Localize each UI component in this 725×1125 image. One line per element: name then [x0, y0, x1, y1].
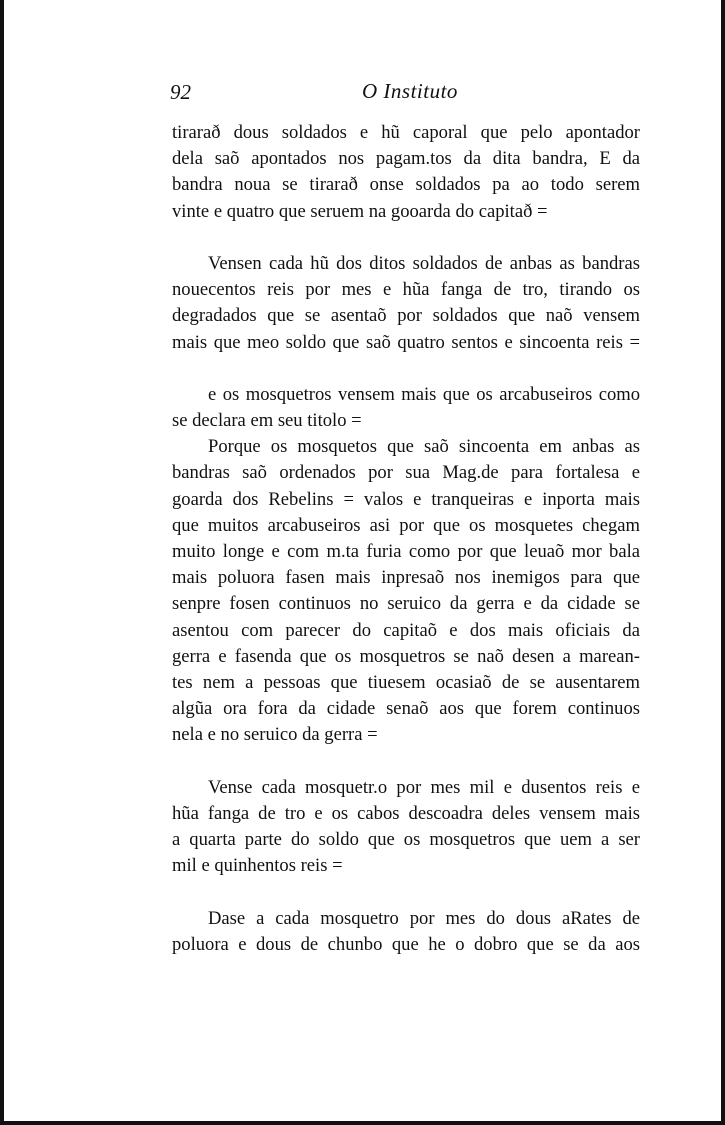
text-line: bandra noua se tirarað onse soldados pa ao todo serem — [172, 174, 640, 196]
paragraph-gap — [172, 225, 640, 251]
text-line: tes nem a pessoas que tiuesem ocasiaõ de se ausentarem — [172, 671, 640, 693]
text-line: poluora e dous de chunbo que he o dobro que se da aos — [172, 933, 640, 955]
text-line: algũa ora fora da cidade senaõ aos que forem continuos — [172, 698, 640, 720]
page-number: 92 — [170, 80, 191, 104]
text-line: Dase a cada mosquetro por mes do dous aRates de — [208, 907, 640, 929]
text-line: mil e quinhentos reis = — [172, 855, 343, 877]
text-line: nela e no seruico da gerra = — [172, 724, 378, 746]
text-line: Vensen cada hũ dos ditos soldados de anbas as bandras — [208, 252, 640, 274]
text-line: hũa fanga de tro e os cabos descoadra deles vensem mais — [172, 802, 640, 824]
text-line: gerra e fasenda que os mosquetros se naõ desen a marean- — [172, 645, 640, 667]
text-line: tirarað dous soldados e hũ caporal que pelo apontador — [172, 122, 640, 143]
paragraph-gap — [172, 749, 640, 775]
text-line: a quarta parte do soldo que os mosquetros que uem a ser — [172, 829, 640, 851]
running-title: O Instituto — [362, 79, 458, 103]
text-line: e os mosquetros vensem mais que os arcabuseiros como — [208, 383, 640, 405]
text-line: senpre fosen continuos no seruico da gerra e da cidade se — [172, 593, 640, 615]
text-line: degradados que se asentaõ por soldados que naõ vensem — [172, 305, 640, 327]
body-text — [172, 120, 640, 958]
text-line: se declara em seu titolo = — [172, 410, 362, 432]
text-line: que muitos arcabuseiros asi por que os mosquetes chegam — [172, 514, 640, 536]
text-line: vinte e quatro que seruem na gooarda do capitað = — [172, 200, 548, 222]
text-line: bandras saõ ordenados por sua Mag.de para fortalesa e — [172, 462, 640, 484]
text-line: asentou com parecer do capitaõ e dos mais oficiais da — [172, 619, 640, 641]
text-line: mais que meo soldo que saõ quatro sentos e sincoenta reis = — [172, 331, 640, 353]
text-line: Porque os mosquetos que saõ sincoenta em anbas as — [208, 436, 640, 458]
text-line: nouecentos reis por mes e hũa fanga de tro, tirando os — [172, 279, 640, 301]
text-line: dela saõ apontados nos pagam.tos da dita bandra, E da — [172, 148, 640, 170]
text-line: Vense cada mosquetr.o por mes mil e dusentos reis e — [208, 776, 640, 798]
text-line: goarda dos Rebelins = valos e tranqueiras e inporta mais — [172, 488, 640, 510]
paragraph-gap — [172, 879, 640, 905]
text-line: muito longe e com m.ta furia como por que leuaõ mor bala — [172, 541, 640, 562]
paragraph-gap — [172, 356, 640, 382]
text-line: mais poluora fasen mais inpresaõ nos inemigos para que — [172, 567, 640, 589]
